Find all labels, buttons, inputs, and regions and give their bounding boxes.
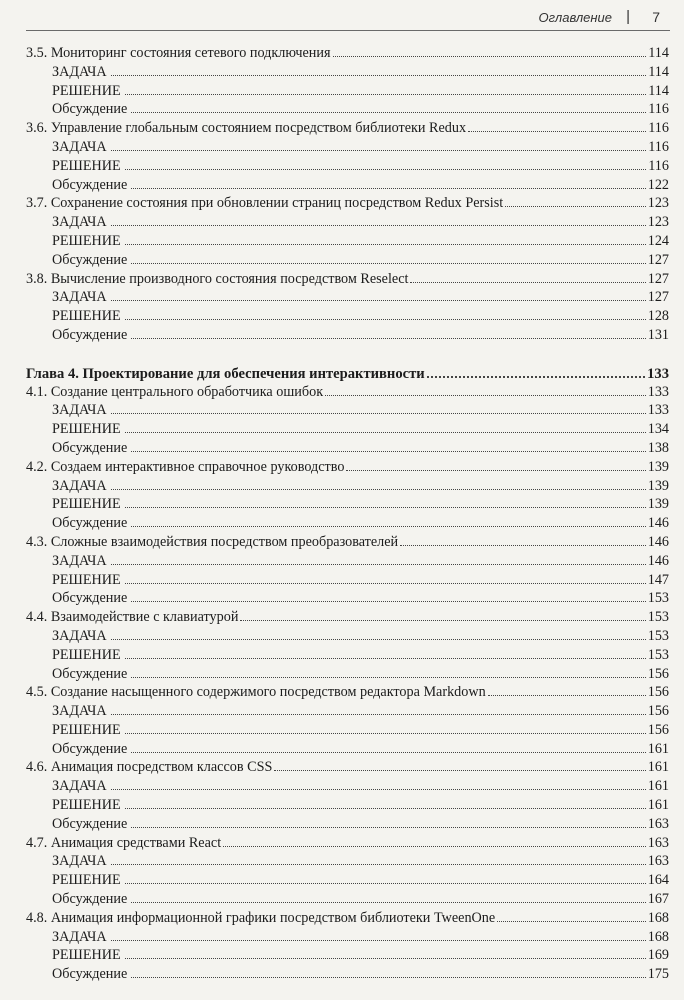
- running-head-separator: |: [626, 8, 630, 25]
- toc-page-number: 168: [647, 928, 669, 945]
- toc-subentry[interactable]: [26, 645, 669, 664]
- toc-section-entry[interactable]: [26, 908, 669, 927]
- dot-leader: [111, 551, 646, 565]
- toc-section-entry[interactable]: [26, 457, 669, 476]
- toc-section-entry[interactable]: [26, 269, 669, 288]
- toc-entry-title: РЕШЕНИЕ: [52, 646, 121, 663]
- toc-page-number: 153: [647, 590, 669, 607]
- toc-subentry[interactable]: [26, 588, 669, 607]
- dot-leader: [125, 156, 647, 170]
- toc-subentry[interactable]: [26, 325, 669, 344]
- dot-leader: [131, 513, 645, 527]
- toc-page-number: 161: [647, 740, 669, 757]
- dot-leader: [125, 645, 646, 659]
- toc-entry-title: Обсуждение: [52, 815, 128, 832]
- toc-entry-title: ЗАДАЧА: [52, 627, 107, 644]
- toc-subentry[interactable]: [26, 494, 669, 513]
- toc-page-number: 133: [647, 383, 669, 400]
- dot-leader: [111, 62, 647, 76]
- toc-entry-title: РЕШЕНИЕ: [52, 872, 121, 889]
- dot-leader: [131, 814, 645, 828]
- toc-entry-title: ЗАДАЧА: [52, 928, 107, 945]
- toc-chapter-entry[interactable]: [26, 363, 669, 382]
- toc-entry-title: ЗАДАЧА: [52, 853, 107, 870]
- toc-page-number: 161: [647, 797, 669, 814]
- dot-leader: [125, 720, 646, 734]
- toc-subentry[interactable]: [26, 664, 669, 683]
- toc-entry-title: Обсуждение: [52, 665, 128, 682]
- toc-subentry[interactable]: [26, 626, 669, 645]
- toc-page-number: 134: [647, 421, 669, 438]
- toc-entry-title: РЕШЕНИЕ: [52, 157, 121, 174]
- toc-entry-title: 4.4. Взаимодействие с клавиатурой: [26, 609, 239, 626]
- toc-page-number: 156: [647, 721, 669, 738]
- toc-subentry[interactable]: [26, 231, 669, 250]
- dot-leader: [131, 664, 645, 678]
- toc-entry-title: ЗАДАЧА: [52, 477, 107, 494]
- toc-entry-title: РЕШЕНИЕ: [52, 721, 121, 738]
- page-number: 7: [652, 9, 660, 25]
- toc-page-number: 131: [647, 326, 669, 343]
- toc-section-entry[interactable]: [26, 382, 669, 401]
- dot-leader: [111, 927, 646, 941]
- toc-subentry[interactable]: [26, 62, 669, 81]
- toc-subentry[interactable]: [26, 551, 669, 570]
- toc-entry-title: Обсуждение: [52, 515, 128, 532]
- toc-entry-title: РЕШЕНИЕ: [52, 797, 121, 814]
- dot-leader: [131, 250, 645, 264]
- toc-entry-title: 4.7. Анимация средствами React: [26, 834, 222, 851]
- toc-page-number: 156: [647, 703, 669, 720]
- toc-page-number: 161: [647, 778, 669, 795]
- dot-leader: [427, 363, 645, 378]
- running-head-section-title: Оглавление: [538, 10, 612, 25]
- toc-subentry[interactable]: [26, 964, 669, 983]
- dot-leader: [468, 118, 646, 132]
- toc-subentry[interactable]: [26, 400, 669, 419]
- dot-leader: [240, 607, 645, 621]
- toc-entry-title: РЕШЕНИЕ: [52, 308, 121, 325]
- toc-page-number: 139: [647, 477, 669, 494]
- dot-leader: [131, 175, 645, 189]
- toc-entry-title: РЕШЕНИЕ: [52, 947, 121, 964]
- toc-subentry[interactable]: [26, 476, 669, 495]
- toc-entry-title: РЕШЕНИЕ: [52, 421, 121, 438]
- toc-page-number: 116: [648, 101, 669, 118]
- toc-page-number: 114: [648, 82, 669, 99]
- dot-leader: [125, 306, 646, 320]
- toc-page-number: 153: [647, 627, 669, 644]
- toc-subentry[interactable]: [26, 419, 669, 438]
- toc-entry-title: ЗАДАЧА: [52, 402, 107, 419]
- toc-section-entry[interactable]: [26, 193, 669, 212]
- toc-entry-title: РЕШЕНИЕ: [52, 496, 121, 513]
- toc-section-entry[interactable]: [26, 118, 669, 137]
- toc-entry-title: РЕШЕНИЕ: [52, 232, 121, 249]
- dot-leader: [131, 99, 646, 113]
- toc-entry-title: Обсуждение: [52, 176, 128, 193]
- toc-subentry[interactable]: [26, 795, 669, 814]
- toc-entry-title: 4.2. Создаем интерактивное справочное руководство: [26, 458, 345, 475]
- dot-leader: [111, 400, 646, 414]
- toc-entry-title: Обсуждение: [52, 439, 128, 456]
- toc-entry-title: 4.3. Сложные взаимодействия посредством преобразователей: [26, 533, 399, 550]
- toc-entry-title: РЕШЕНИЕ: [52, 82, 121, 99]
- dot-leader: [131, 739, 645, 753]
- toc-entry-title: ЗАДАЧА: [52, 63, 107, 80]
- toc-page-number: 124: [647, 232, 669, 249]
- toc-entry-title: 3.5. Мониторинг состояния сетевого подключения: [26, 45, 331, 61]
- toc-entry-title: Обсуждение: [52, 590, 128, 607]
- toc-subentry[interactable]: [26, 99, 669, 118]
- toc-page-number: 122: [647, 176, 669, 193]
- toc-page-number: 139: [647, 458, 669, 475]
- toc-page-number: 138: [647, 439, 669, 456]
- toc-entry-title: РЕШЕНИЕ: [52, 571, 121, 588]
- toc-subentry[interactable]: [26, 81, 669, 100]
- toc-page-number: 127: [647, 270, 669, 287]
- running-head: [26, 4, 670, 31]
- dot-leader: [131, 325, 645, 339]
- toc-entry-title: ЗАДАЧА: [52, 138, 107, 155]
- dot-leader: [111, 701, 646, 715]
- toc-subentry[interactable]: [26, 945, 669, 964]
- toc-page-number: 156: [647, 665, 669, 682]
- toc-page-number: 116: [648, 157, 669, 174]
- dot-leader: [111, 626, 646, 640]
- toc-entry-title: ЗАДАЧА: [52, 214, 107, 231]
- toc-subentry[interactable]: [26, 776, 669, 795]
- dot-leader: [400, 532, 646, 546]
- dot-leader: [125, 81, 647, 95]
- toc-entry-title: ЗАДАЧА: [52, 552, 107, 569]
- toc-section-entry[interactable]: [26, 833, 669, 852]
- toc-page-number: 164: [647, 872, 669, 889]
- toc-page-number: 153: [647, 646, 669, 663]
- toc-subentry[interactable]: [26, 870, 669, 889]
- toc-entry-title: 3.7. Сохранение состояния при обновлении страниц посредством Redux Persist: [26, 195, 504, 212]
- dot-leader: [111, 851, 646, 865]
- toc-entry-title: Обсуждение: [52, 891, 128, 908]
- toc-subentry[interactable]: [26, 250, 669, 269]
- toc-subentry[interactable]: [26, 739, 669, 758]
- dot-leader: [274, 757, 645, 771]
- dot-leader: [125, 494, 646, 508]
- toc-page-number: 116: [648, 120, 669, 137]
- toc-page-number: 156: [647, 684, 669, 701]
- dot-leader: [125, 231, 646, 245]
- toc-page-number: 127: [647, 251, 669, 268]
- dot-leader: [410, 269, 645, 283]
- toc-subentry[interactable]: [26, 889, 669, 908]
- toc-entry-title: Глава 4. Проектирование для обеспечения интерактивности: [26, 365, 425, 382]
- toc-page-number: 146: [647, 533, 669, 550]
- toc-entry-title: Обсуждение: [52, 740, 128, 757]
- toc-page-number: 163: [647, 853, 669, 870]
- toc-page-number: 163: [647, 815, 669, 832]
- toc-subentry[interactable]: [26, 814, 669, 833]
- toc-page-number: 161: [647, 759, 669, 776]
- toc-entry-title: 3.6. Управление глобальным состоянием посредством библиотеки Redux: [26, 120, 467, 137]
- toc-entry-title: 3.8. Вычисление производного состояния посредством Reselect: [26, 270, 409, 287]
- spacer: [26, 344, 669, 363]
- toc-page-number: 146: [647, 515, 669, 532]
- toc-section-entry[interactable]: [26, 682, 669, 701]
- dot-leader: [111, 476, 646, 490]
- toc-subentry[interactable]: [26, 570, 669, 589]
- dot-leader: [223, 833, 646, 847]
- toc-page-number: 128: [647, 308, 669, 325]
- toc-entry-title: 4.5. Создание насыщенного содержимого посредством редактора Markdown: [26, 684, 486, 701]
- dot-leader: [111, 212, 646, 226]
- toc-page-number: 163: [647, 834, 669, 851]
- toc-subentry[interactable]: [26, 306, 669, 325]
- toc-page-number: 127: [647, 289, 669, 306]
- toc-subentry[interactable]: [26, 927, 669, 946]
- toc-entry-title: 4.6. Анимация посредством классов CSS: [26, 759, 273, 776]
- toc-entry-title: Обсуждение: [52, 251, 128, 268]
- table-of-contents: [26, 43, 669, 983]
- toc-subentry[interactable]: [26, 720, 669, 739]
- toc-entry-title: ЗАДАЧА: [52, 289, 107, 306]
- toc-page-number: 123: [647, 214, 669, 231]
- dot-leader: [346, 457, 645, 471]
- dot-leader: [488, 682, 646, 696]
- dot-leader: [325, 382, 646, 396]
- dot-leader: [333, 43, 647, 57]
- toc-page-number: 116: [648, 138, 669, 155]
- toc-entry-title: Обсуждение: [52, 966, 128, 983]
- toc-entry-title: 4.1. Создание центрального обработчика ошибок: [26, 383, 324, 400]
- toc-subentry[interactable]: [26, 287, 669, 306]
- dot-leader: [125, 795, 646, 809]
- toc-page-number: 114: [648, 63, 669, 80]
- toc-entry-title: ЗАДАЧА: [52, 778, 107, 795]
- dot-leader: [111, 776, 646, 790]
- toc-entry-title: Обсуждение: [52, 326, 128, 343]
- toc-entry-title: Обсуждение: [52, 101, 128, 118]
- dot-leader: [131, 889, 645, 903]
- toc-section-entry[interactable]: [26, 607, 669, 626]
- dot-leader: [131, 438, 645, 452]
- toc-page-number: 147: [647, 571, 669, 588]
- dot-leader: [111, 287, 646, 301]
- toc-page-number: 175: [647, 966, 669, 983]
- toc-page-number: 168: [647, 909, 669, 926]
- dot-leader: [131, 588, 645, 602]
- dot-leader: [497, 908, 646, 922]
- toc-section-entry[interactable]: [26, 757, 669, 776]
- toc-page-number: 169: [647, 947, 669, 964]
- toc-subentry[interactable]: [26, 175, 669, 194]
- dot-leader: [131, 964, 645, 978]
- toc-section-entry[interactable]: [26, 532, 669, 551]
- toc-subentry[interactable]: [26, 212, 669, 231]
- toc-subentry[interactable]: [26, 438, 669, 457]
- toc-subentry[interactable]: [26, 137, 669, 156]
- dot-leader: [125, 570, 646, 584]
- dot-leader: [505, 193, 646, 207]
- dot-leader: [125, 870, 646, 884]
- dot-leader: [125, 419, 646, 433]
- toc-page-number: 139: [647, 496, 669, 513]
- toc-page-number: 146: [647, 552, 669, 569]
- toc-page-number: 153: [647, 609, 669, 626]
- dot-leader: [111, 137, 647, 151]
- toc-subentry[interactable]: [26, 701, 669, 720]
- toc-page-number: 133: [647, 365, 669, 382]
- toc-section-entry[interactable]: [26, 43, 669, 62]
- toc-subentry[interactable]: [26, 156, 669, 175]
- toc-subentry[interactable]: [26, 851, 669, 870]
- toc-subentry[interactable]: [26, 513, 669, 532]
- toc-page-number: 133: [647, 402, 669, 419]
- toc-page-number: 114: [648, 45, 669, 61]
- toc-page-number: 123: [647, 195, 669, 212]
- dot-leader: [125, 945, 646, 959]
- toc-page-number: 167: [647, 891, 669, 908]
- toc-entry-title: ЗАДАЧА: [52, 703, 107, 720]
- toc-entry-title: 4.8. Анимация информационной графики посредством библиотеки TweenOne: [26, 909, 496, 926]
